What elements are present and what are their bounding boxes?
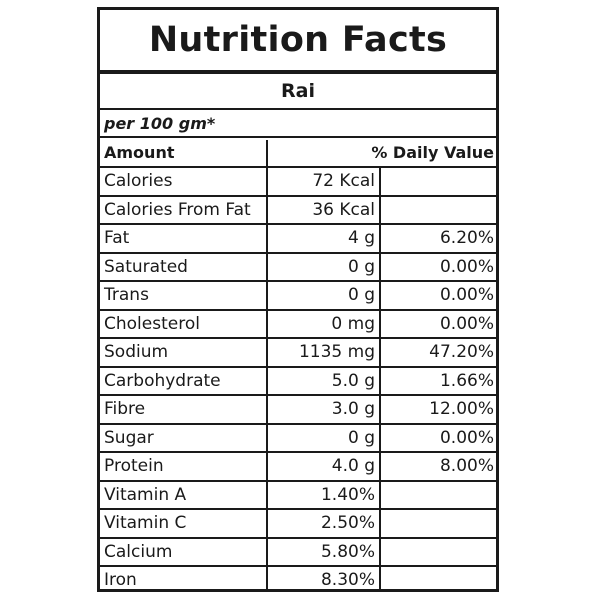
nutrient-amount: 0 g bbox=[347, 256, 375, 277]
table-header bbox=[100, 140, 496, 168]
nutrient-amount: 0 g bbox=[347, 285, 375, 305]
nutrient-amount: 1.40% bbox=[320, 484, 375, 505]
nutrient-amount: 36 Kcal bbox=[312, 199, 375, 220]
nutrient-amount: 3.0 g bbox=[331, 399, 375, 419]
nutrient-daily-value: 47.20% bbox=[429, 342, 494, 362]
nutrient-amount: 0 mg bbox=[331, 313, 375, 334]
nutrient-daily-value: 0.00% bbox=[439, 313, 494, 334]
nutrient-daily-value: 8.00% bbox=[439, 456, 494, 476]
amount-header: Amount bbox=[104, 143, 175, 162]
table-row bbox=[100, 339, 496, 368]
nutrient-amount: 0 g bbox=[347, 427, 375, 448]
nutrient-amount: 4.0 g bbox=[331, 456, 375, 476]
nutrient-name: Vitamin A bbox=[104, 484, 187, 505]
nutrient-daily-value: 1.66% bbox=[439, 370, 494, 391]
nutrient-name: Vitamin C bbox=[104, 513, 187, 533]
nutrient-daily-value: 0.00% bbox=[439, 256, 494, 277]
nutrient-name: Carbohydrate bbox=[104, 370, 221, 391]
nutrient-name: Iron bbox=[104, 570, 137, 590]
table-row bbox=[100, 539, 496, 568]
nutrient-name: Sugar bbox=[104, 427, 154, 448]
nutrient-name: Sodium bbox=[104, 342, 169, 362]
daily-value-header: % Daily Value bbox=[371, 143, 494, 162]
nutrient-name: Fat bbox=[104, 228, 130, 248]
nutrient-amount: 2.50% bbox=[320, 513, 375, 533]
serving-size: per 100 gm* bbox=[100, 110, 496, 138]
table-row bbox=[100, 396, 496, 425]
nutrient-amount: 5.0 g bbox=[331, 370, 375, 391]
table-row bbox=[100, 482, 496, 511]
table-row bbox=[100, 567, 496, 596]
nutrient-amount: 1135 mg bbox=[298, 342, 375, 362]
nutrient-name: Fibre bbox=[104, 399, 146, 419]
nutrition-label bbox=[97, 7, 499, 592]
table-row bbox=[100, 225, 496, 254]
table-row bbox=[100, 510, 496, 539]
nutrient-name: Cholesterol bbox=[104, 313, 200, 334]
table-row bbox=[100, 453, 496, 482]
nutrient-name: Trans bbox=[104, 285, 149, 305]
label-title: Nutrition Facts bbox=[100, 10, 496, 74]
table-row bbox=[100, 168, 496, 197]
nutrient-name: Calcium bbox=[104, 541, 173, 562]
nutrient-amount: 5.80% bbox=[320, 541, 375, 562]
table-row bbox=[100, 197, 496, 226]
nutrient-daily-value: 0.00% bbox=[439, 427, 494, 448]
table-row bbox=[100, 254, 496, 283]
nutrient-amount: 4 g bbox=[347, 228, 375, 248]
nutrient-amount: 72 Kcal bbox=[312, 171, 375, 191]
table-row bbox=[100, 368, 496, 397]
table-row bbox=[100, 282, 496, 311]
nutrient-name: Calories bbox=[104, 171, 173, 191]
nutrient-daily-value: 12.00% bbox=[429, 399, 494, 419]
nutrient-daily-value: 6.20% bbox=[439, 228, 494, 248]
food-name: Rai bbox=[100, 74, 496, 110]
table-row bbox=[100, 425, 496, 454]
nutrient-table bbox=[100, 168, 496, 596]
nutrient-daily-value: 0.00% bbox=[439, 285, 494, 305]
table-row bbox=[100, 311, 496, 340]
nutrient-name: Calories From Fat bbox=[104, 199, 251, 220]
nutrient-amount: 8.30% bbox=[320, 570, 375, 590]
nutrient-name: Saturated bbox=[104, 256, 188, 277]
nutrient-name: Protein bbox=[104, 456, 164, 476]
